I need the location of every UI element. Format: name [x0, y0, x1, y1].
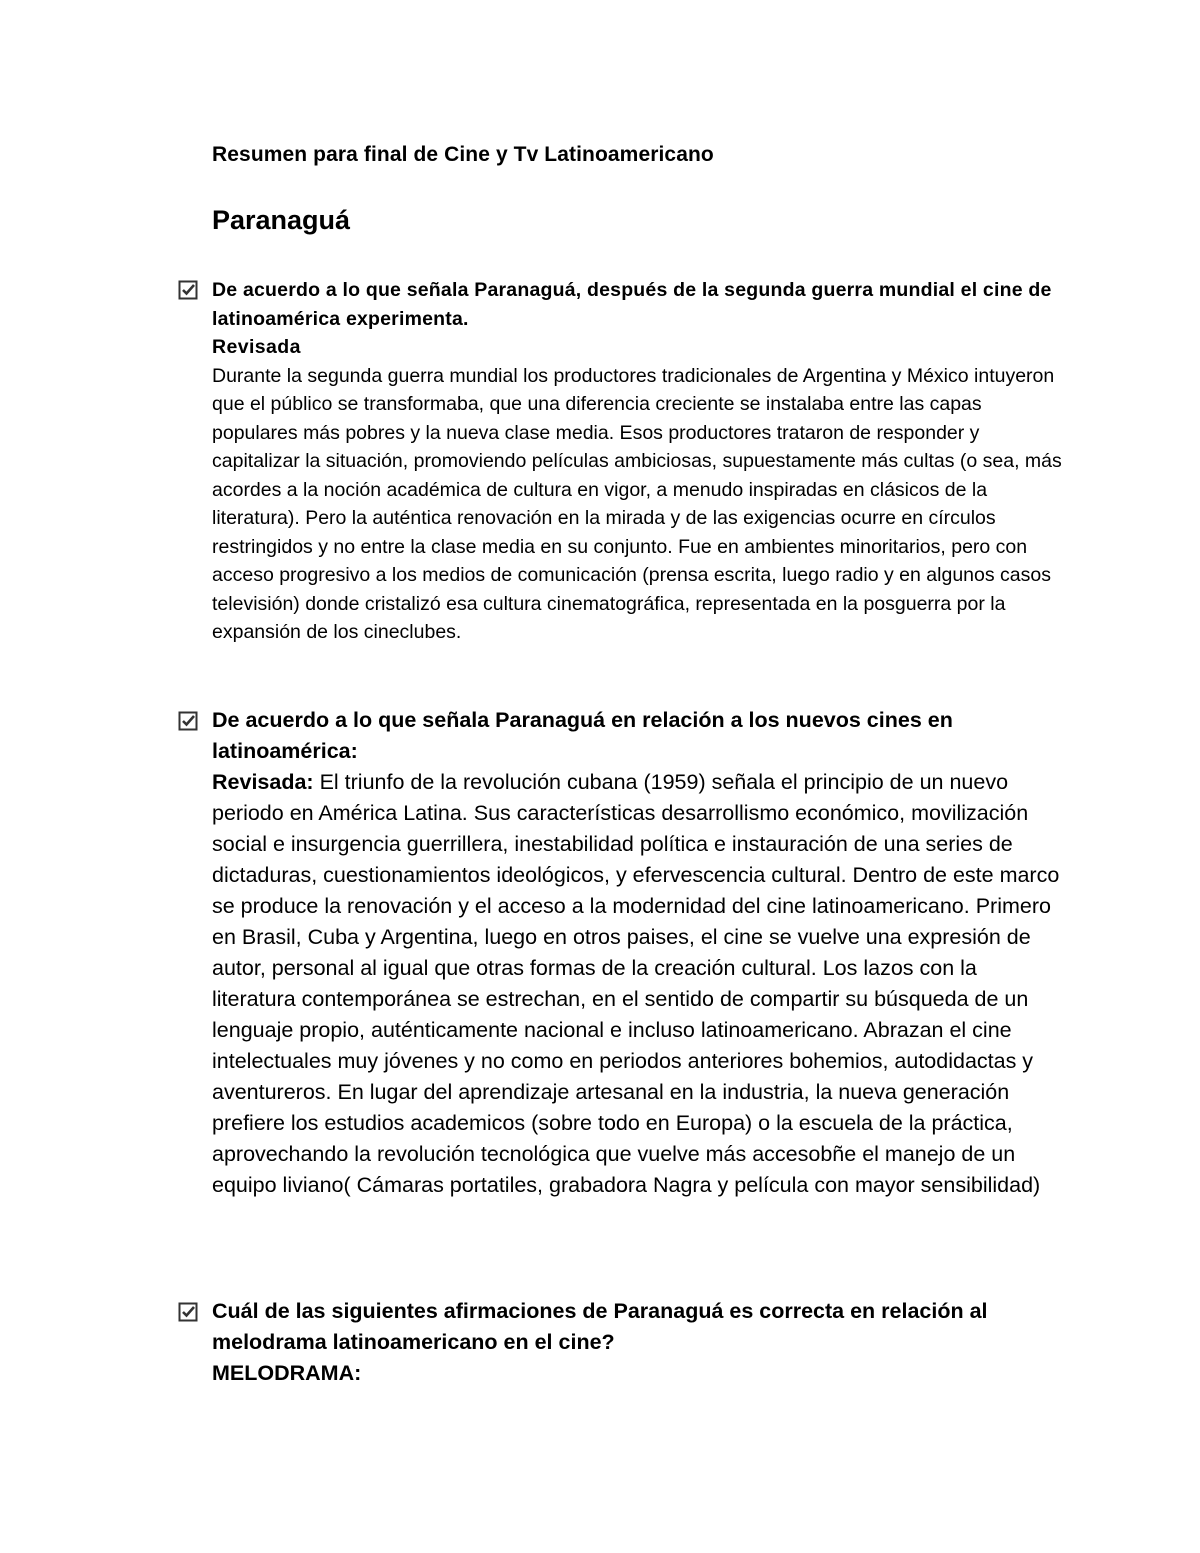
status-label: MELODRAMA: — [212, 1361, 362, 1385]
question-item — [178, 1296, 1068, 1389]
answer-text: Durante la segunda guerra mundial los productores tradicionales de Argentina y México intuyeron que el público se transformaba, que una diferencia creciente se instalaba entre las capas populares más pobres y la nueva clase media. Esos productores trataron de responder y capitalizar la situación, promoviendo películas ambiciosas, supuestamente más cultas (o sea, más acordes a la noción académica de cultura en vigor, a menudo inspiradas en clásicos de la literatura). Pero la auténtica renovación en la mirada y de las exigencias ocurre en círculos restringidos y no entre la clase media en su conjunto. Fue en ambientes minoritarios, pero con acceso progresivo a los medios de comunicación (prensa escrita, luego radio y en algunos casos televisión) donde cristalizó esa cultura cinematográfica, representada en la posguerra por la expansión de los cineclubes. — [212, 364, 1062, 643]
question-text: De acuerdo a lo que señala Paranaguá, después de la segunda guerra mundial el cine de latinoamérica experimenta. — [212, 279, 1052, 330]
answer-text: El triunfo de la revolución cubana (1959) señala el principio de un nuevo periodo en América Latina. Sus características desarrollismo económico, movilización social e insurgencia guerrillera, inestabilidad política e instauración de una series de dictaduras, cuestionamientos ideológicos, y efervescencia cultural. Dentro de este marco se produce la renovación y el acceso a la modernidad del cine latinoamericano. Primero en Brasil, Cuba y Argentina, luego en otros paises, el cine se vuelve una expresión de autor, personal al igual que otras formas de la creación cultural. Los lazos con la literatura contemporánea se estrechan, en el sentido de compartir su búsqueda de un lenguaje propio, auténticamente nacional e incluso latinoamericano. Abrazan el cine intelectuales muy jóvenes y no como en periodos anteriores bohemios, autodidactas y aventureros. En lugar del aprendizaje artesanal en la industria, la nueva generación prefiere los estudios academicos (sobre todo en Europa) o la escuela de la práctica, aprovechando la revolución tecnológica que vuelve más accesobñe el manejo de un equipo liviano( Cámaras portatiles, grabadora Nagra y película con mayor sensibilidad) — [212, 770, 1060, 1197]
checked-checkbox-icon — [178, 711, 198, 731]
question-item — [178, 705, 1068, 1201]
question-item — [178, 276, 1068, 647]
question-body — [212, 705, 1064, 1201]
answer-paragraph — [212, 767, 1064, 1201]
checked-checkbox-icon — [178, 1302, 198, 1322]
question-body — [212, 276, 1064, 647]
question-body — [212, 1296, 1064, 1389]
status-label: Revisada: — [212, 770, 314, 794]
section-heading: Paranaguá — [212, 205, 351, 235]
document-title: Resumen para final de Cine y Tv Latinoamericano — [212, 143, 714, 166]
question-text: Cuál de las siguientes afirmaciones de Paranaguá es correcta en relación al melodrama latinoamericano en el cine? — [212, 1299, 988, 1354]
question-text: De acuerdo a lo que señala Paranaguá en relación a los nuevos cines en latinoamérica: — [212, 708, 953, 763]
checked-checkbox-icon — [178, 280, 198, 300]
status-label: Revisada — [212, 336, 301, 358]
